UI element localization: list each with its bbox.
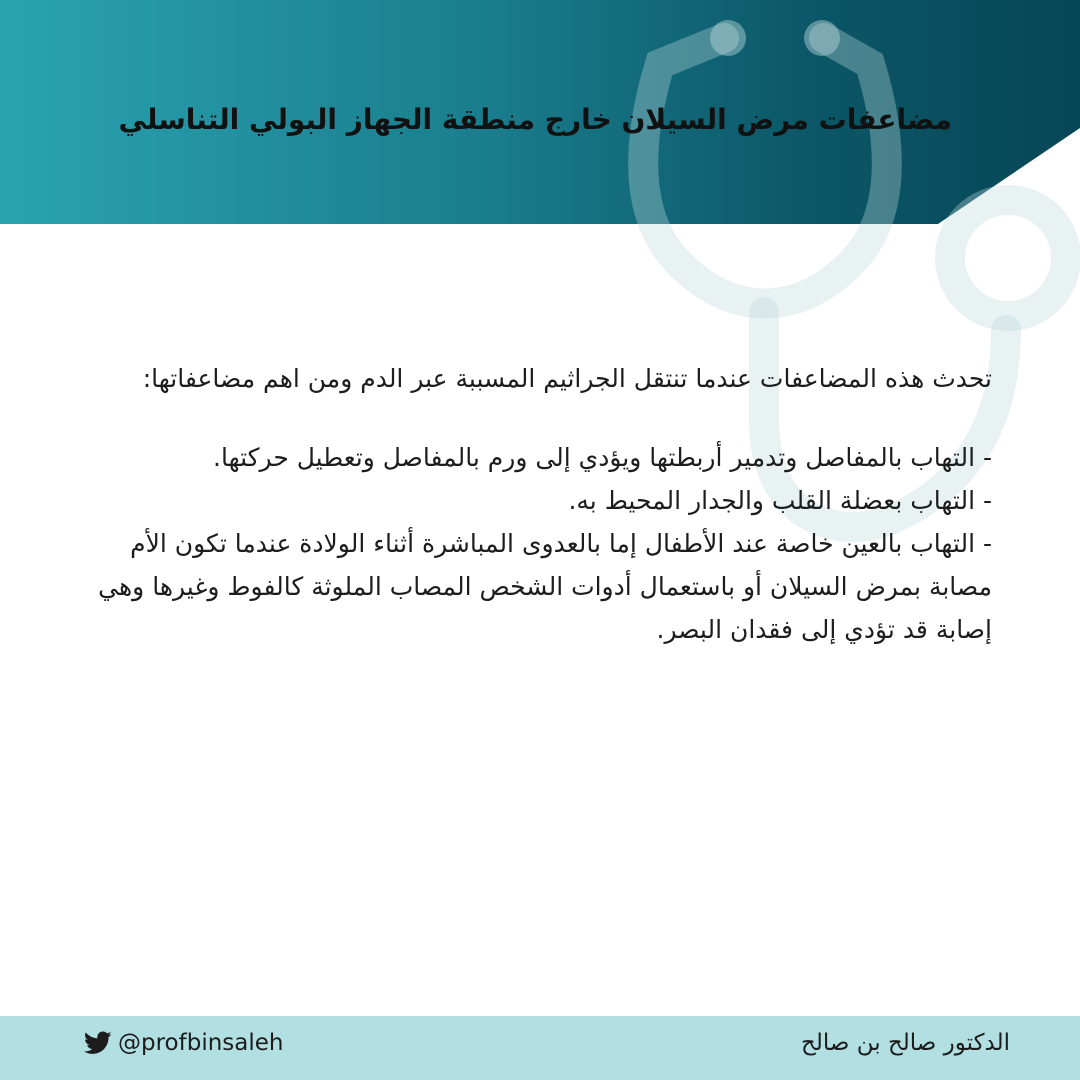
twitter-icon xyxy=(84,1031,112,1055)
list-item-heart: - التهاب بعضلة القلب والجدار المحيط به. xyxy=(568,486,992,515)
intro-paragraph: تحدث هذه المضاعفات عندما تنتقل الجراثيم المسببة عبر الدم ومن اهم مضاعفاتها: xyxy=(142,364,992,393)
page-title: مضاعفات مرض السيلان خارج منطقة الجهاز البولي التناسلي xyxy=(118,103,952,136)
twitter-handle: @profbinsaleh xyxy=(118,1030,284,1056)
author-name: الدكتور صالح بن صالح xyxy=(801,1030,1010,1056)
social-handle-link[interactable] xyxy=(84,1026,283,1060)
list-item-joints: - التهاب بالمفاصل وتدمير أربطتها ويؤدي إلى ورم بالمفاصل وتعطيل حركتها. xyxy=(213,443,992,472)
article-body xyxy=(80,360,992,651)
list-item-eyes: - التهاب بالعين خاصة عند الأطفال إما بالعدوى المباشرة أثناء الولادة عندما تكون الأم مصابة بمرض السيلان أو باستعمال أدوات الشخص المصاب الملوثة كالفوط وغيرها وهي إصابة قد تؤدي إلى فقدان البصر. xyxy=(98,529,992,644)
